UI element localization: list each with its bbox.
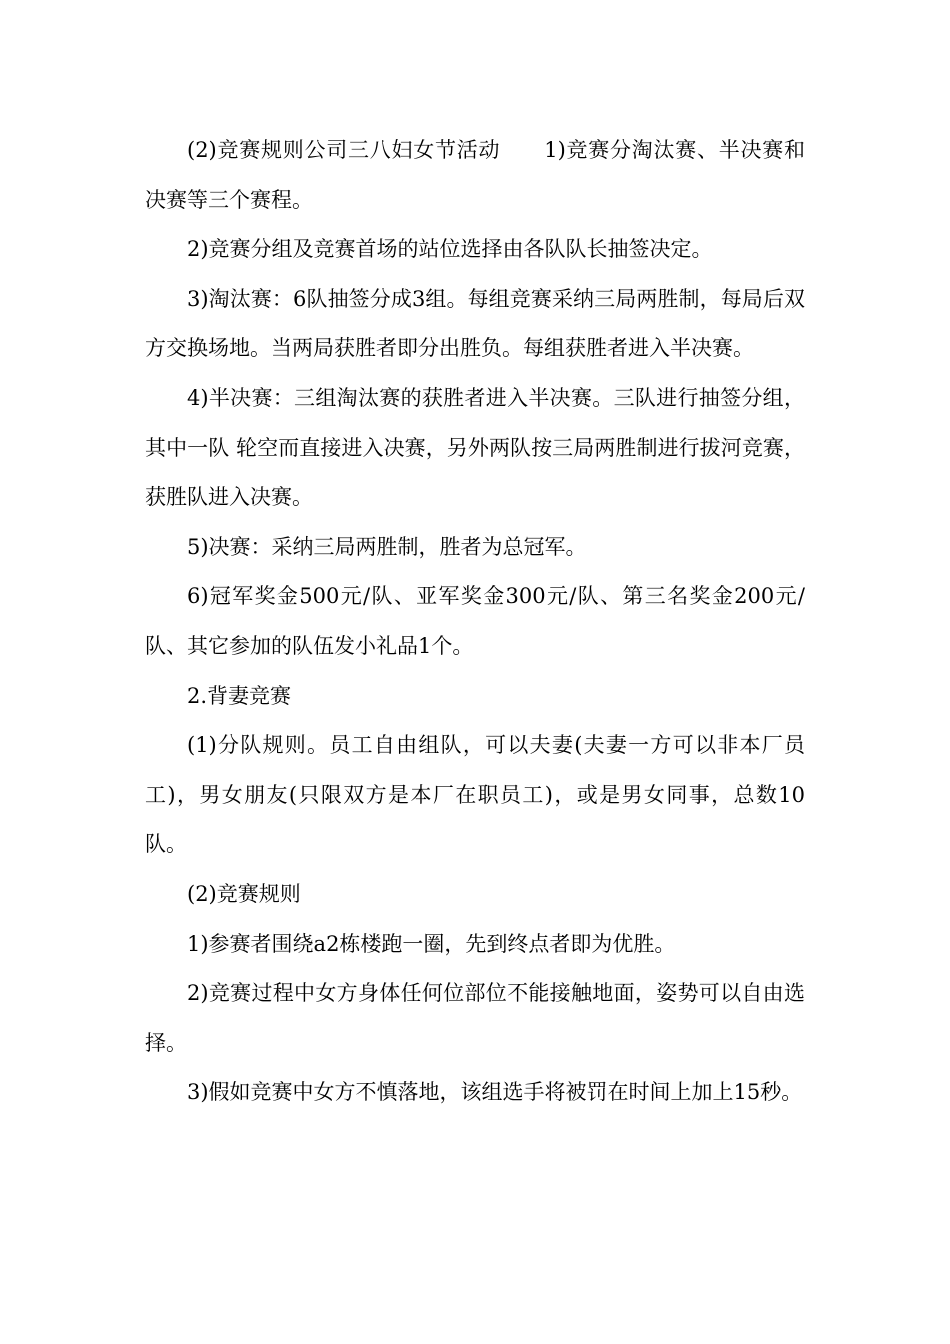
paragraph-12: 3)假如竞赛中女方不慎落地，该组选手将被罚在时间上加上15秒。 — [187, 1080, 803, 1105]
paragraph-11: 2)竞赛过程中女方身体任何位部位不能接触地面，姿势可以自由选择。 — [145, 981, 805, 1055]
paragraph-1-part-a: (2)竞赛规则公司三八妇女节活动 — [187, 138, 501, 162]
paragraph-4: 4)半决赛：三组淘汰赛的获胜者进入半决赛。三队进行抽签分组，其中一队 轮空而直接进入决赛，另外两队按三局两胜制进行拔河竞赛，获胜队进入决赛。 — [145, 385, 805, 510]
section-heading: 2.背妻竞赛 — [187, 683, 292, 708]
paragraph-5: 5)决赛：采纳三局两胜制，胜者为总冠军。 — [187, 534, 587, 559]
paragraph-2: 2)竞赛分组及竞赛首场的站位选择由各队队长抽签决定。 — [187, 237, 713, 262]
paragraph-10: 1)参赛者围绕a2栋楼跑一圈，先到终点者即为优胜。 — [187, 931, 676, 956]
document-body — [145, 126, 805, 1118]
paragraph-6: 6)冠军奖金500元/队、亚军奖金300元/队、第三名奖金200元/队、其它参加的队伍发小礼品1个。 — [145, 584, 805, 658]
paragraph-1-part-b: 1)竞赛分淘汰赛、半决赛和决赛等三个赛程。 — [145, 138, 805, 212]
paragraph-9: (2)竞赛规则 — [187, 881, 301, 906]
paragraph-8: (1)分队规则。员工自由组队，可以夫妻(夫妻一方可以非本厂员工)，男女朋友(只限双方是本厂在职员工)，或是男女同事，总数10队。 — [145, 733, 805, 857]
paragraph-3: 3)淘汰赛：6队抽签分成3组。每组竞赛采纳三局两胜制，每局后双方交换场地。当两局获胜者即分出胜负。每组获胜者进入半决赛。 — [145, 286, 805, 361]
paragraph-1 — [145, 126, 805, 225]
